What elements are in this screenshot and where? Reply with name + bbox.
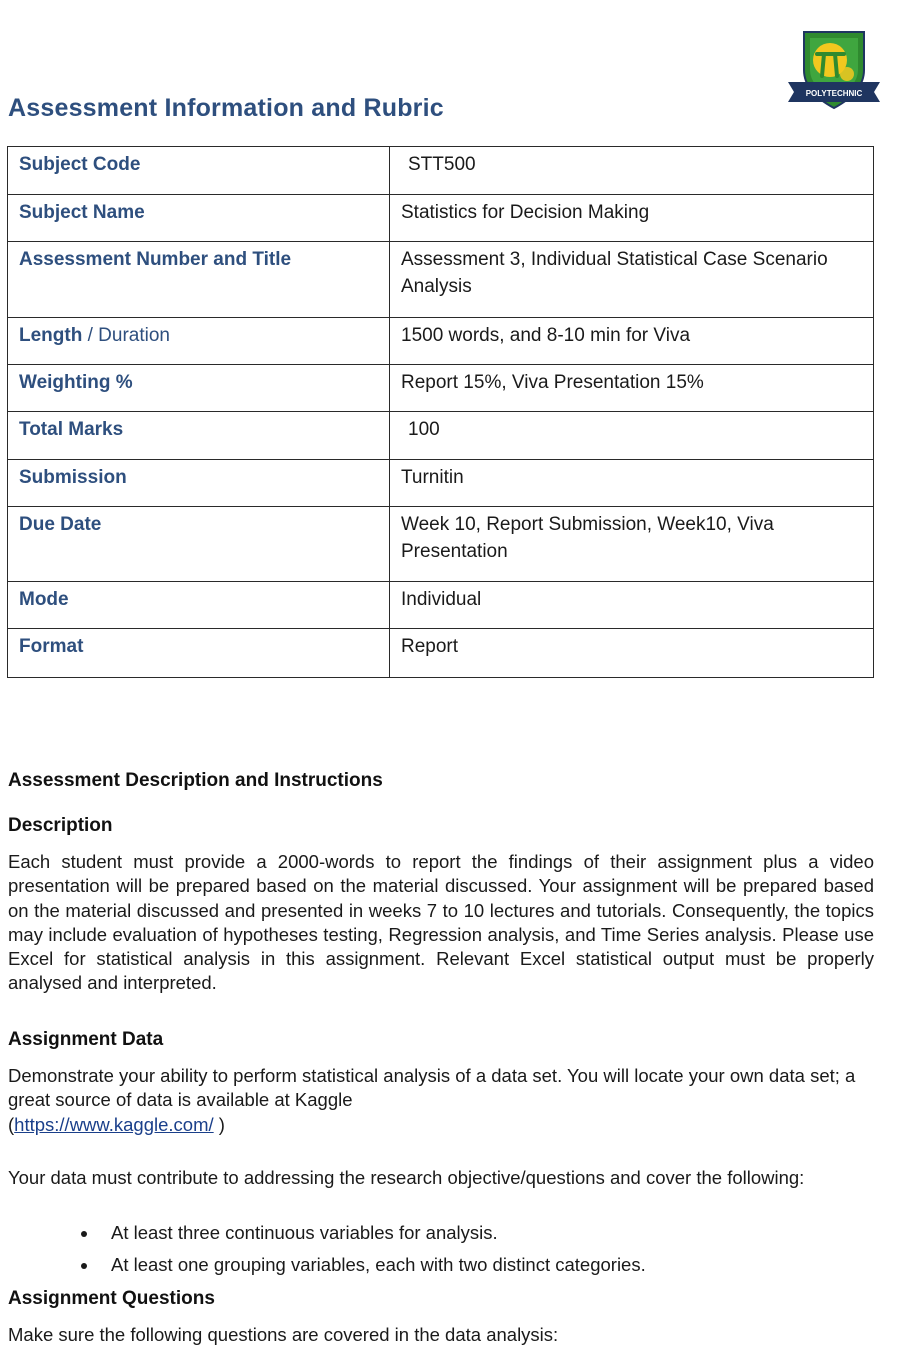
row-value: Turnitin — [390, 460, 874, 507]
total-marks-value: 100 — [408, 419, 440, 440]
assessment-info-table — [7, 146, 874, 678]
table-row — [8, 318, 874, 365]
table-row — [8, 582, 874, 629]
row-label: Submission — [8, 460, 390, 507]
row-label-rest: / Duration — [82, 325, 170, 346]
table-row — [8, 412, 874, 460]
bullet-icon — [81, 1231, 87, 1237]
logo-text: POLYTECHNIC — [805, 89, 863, 98]
row-label: Weighting % — [8, 365, 390, 412]
row-value: Report — [390, 629, 874, 678]
row-value: Assessment 3, Individual Statistical Case Scenario Analysis — [390, 242, 874, 318]
list-item — [8, 1218, 874, 1250]
description-text: Each student must provide a 2000-words to report the findings of their assignment plus a video presentation will be prepared based on the material discussed. Your assignment will be prepared based on the material discussed and presented in weeks 7 to 10 lectures and tutorials. Consequently, the topics may include evaluation of hypotheses testing, Regression analysis, and Time Series analysis. Please use Excel for statistical analysis in this assignment. Relevant Excel statistical output must be properly analysed and interpreted. — [8, 851, 874, 994]
data-requirements-text: Your data must contribute to addressing the research objective/questions and cover the following: — [8, 1167, 805, 1188]
link-close: ) — [213, 1113, 225, 1135]
row-label: Assessment Number and Title — [8, 242, 390, 318]
table-row — [8, 195, 874, 242]
bullet-icon — [81, 1263, 87, 1269]
row-label-main: Length — [19, 325, 83, 346]
assignment-data-body: Demonstrate your ability to perform statistical analysis of a data set. You will locate your own data set; a great source of data is available at Kaggle — [8, 1065, 856, 1111]
row-value: Individual — [390, 582, 874, 629]
row-value — [390, 412, 874, 460]
kaggle-link[interactable]: https://www.kaggle.com/ — [14, 1113, 214, 1135]
row-label: Mode — [8, 582, 390, 629]
data-requirements-list — [8, 1218, 874, 1282]
list-item-text: At least one grouping variables, each with two distinct categories. — [111, 1254, 646, 1275]
row-value: 1500 words, and 8-10 min for Viva — [390, 318, 874, 365]
table-row — [8, 507, 874, 582]
table-row — [8, 147, 874, 195]
row-label — [8, 318, 390, 365]
row-label: Subject Name — [8, 195, 390, 242]
row-label: Total Marks — [8, 412, 390, 460]
description-heading: Description — [8, 815, 113, 836]
table-row — [8, 365, 874, 412]
row-value — [390, 147, 874, 195]
assignment-data-text — [8, 1064, 874, 1137]
table-row — [8, 460, 874, 507]
polytechnic-logo — [784, 26, 884, 114]
list-item — [8, 1250, 874, 1282]
subject-code-value: STT500 — [408, 154, 476, 175]
row-label: Format — [8, 629, 390, 678]
section-heading-description-instructions: Assessment Description and Instructions — [8, 770, 383, 791]
list-item-text: At least three continuous variables for analysis. — [111, 1222, 498, 1243]
row-value: Report 15%, Viva Presentation 15% — [390, 365, 874, 412]
row-value: Week 10, Report Submission, Week10, Viva Presentation — [390, 507, 874, 582]
assignment-questions-heading: Assignment Questions — [8, 1288, 215, 1309]
row-value: Statistics for Decision Making — [390, 195, 874, 242]
assignment-questions-text: Make sure the following questions are covered in the data analysis: — [8, 1324, 559, 1345]
page-title: Assessment Information and Rubric — [8, 94, 444, 122]
row-label: Subject Code — [8, 147, 390, 195]
link-open: ( — [8, 1113, 15, 1135]
table-row — [8, 242, 874, 318]
row-label: Due Date — [8, 507, 390, 582]
table-row — [8, 629, 874, 678]
assignment-data-heading: Assignment Data — [8, 1029, 164, 1050]
